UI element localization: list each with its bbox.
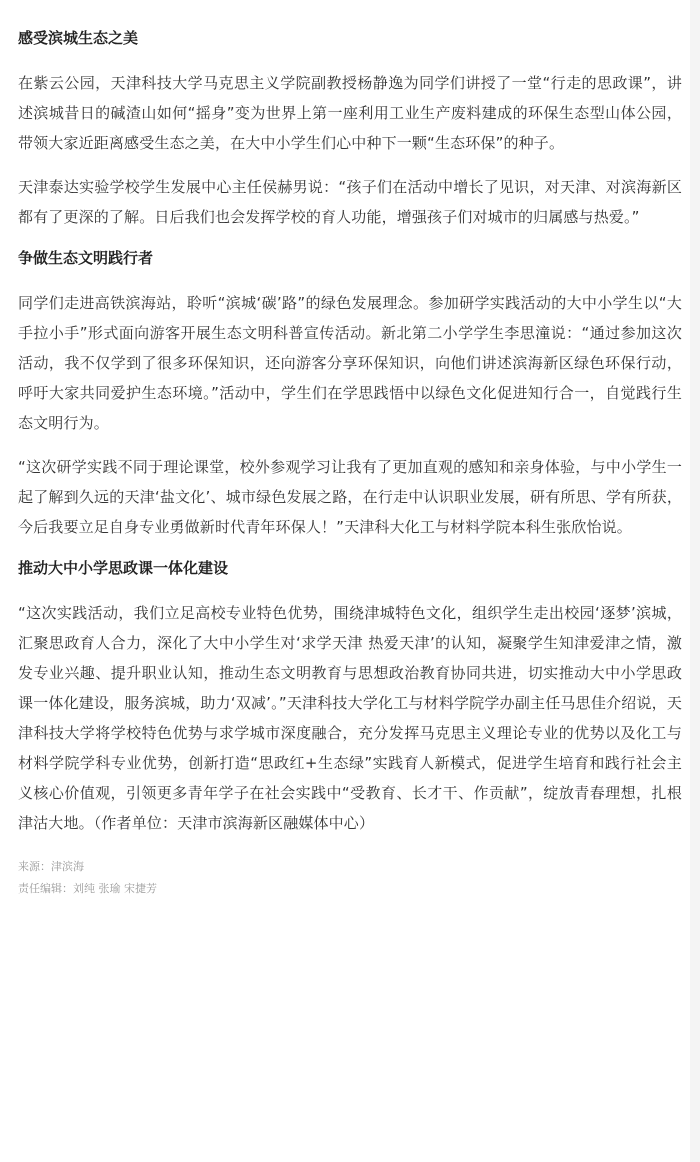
article-body	[18, 26, 682, 900]
editor-line: 责任编辑：刘纯 张瑜 宋捷芳	[18, 882, 157, 895]
section-heading: 感受滨城生态之美	[18, 29, 139, 47]
article-paragraph: “这次研学实践不同于理论课堂，校外参观学习让我有了更加直观的感知和亲身体验，与中小学生一起了解到久远的天津‘盐文化’、城市绿色发展之路，在行走中认识职业发展，研有所思、学有所获，今后我要立足自身专业勇做新时代青年环保人！”天津科大化工与材料学院本科生张欣怡说。	[18, 458, 682, 536]
section-heading: 争做生态文明践行者	[18, 249, 154, 267]
source-line: 来源：津滨海	[18, 860, 84, 873]
page-scrollbar-track[interactable]	[690, 0, 700, 1162]
article-paragraph: 在紫云公园，天津科技大学马克思主义学院副教授杨静逸为同学们讲授了一堂“行走的思政课”，讲述滨城昔日的碱渣山如何“摇身”变为世界上第一座利用工业生产废料建成的环保生态型山体公园，带领大家近距离感受生态之美，在大中小学生们心中种下一颗“生态环保”的种子。	[18, 74, 682, 152]
article-paragraph: “这次实践活动，我们立足高校专业特色优势，围绕津城特色文化，组织学生走出校园‘逐梦’滨城，汇聚思政育人合力，深化了大中小学生对‘求学天津 热爱天津’的认知，凝聚学生知津爱津之情，激发专业兴趣、提升职业认知，推动生态文明教育与思想政治教育协同共进，切实推动大中小学思政课一体化建设，服务滨城，助力‘双减’。”天津科技大学化工与材料学院学办副主任马思佳介绍说，天津科技大学将学校特色优势与求学城市深度融合，充分发挥马克思主义理论专业的优势以及化工与材料学院学科专业优势，创新打造“思政红+生态绿”实践育人新模式，促进学生培育和践行社会主义核心价值观，引领更多青年学子在社会实践中“受教育、长才干、作贡献”，绽放青春理想，扎根津沽大地。（作者单位：天津市滨海新区融媒体中心）	[18, 604, 682, 832]
article-paragraph: 同学们走进高铁滨海站，聆听“滨城‘碳’路”的绿色发展理念。参加研学实践活动的大中小学生以“大手拉小手”形式面向游客开展生态文明科普宣传活动。新北第二小学学生李思潼说：“通过参加这次活动，我不仅学到了很多环保知识，还向游客分享环保知识，向他们讲述滨海新区绿色环保行动，呼吁大家共同爱护生态环境。”活动中，学生们在学思践悟中以绿色文化促进知行合一，自觉践行生态文明行为。	[18, 294, 682, 432]
section-heading: 推动大中小学思政课一体化建设	[18, 559, 229, 577]
article-footer	[18, 856, 682, 900]
article-paragraph: 天津泰达实验学校学生发展中心主任侯赫男说：“孩子们在活动中增长了见识，对天津、对滨海新区都有了更深的了解。日后我们也会发挥学校的育人功能，增强孩子们对城市的归属感与热爱。”	[18, 178, 682, 226]
